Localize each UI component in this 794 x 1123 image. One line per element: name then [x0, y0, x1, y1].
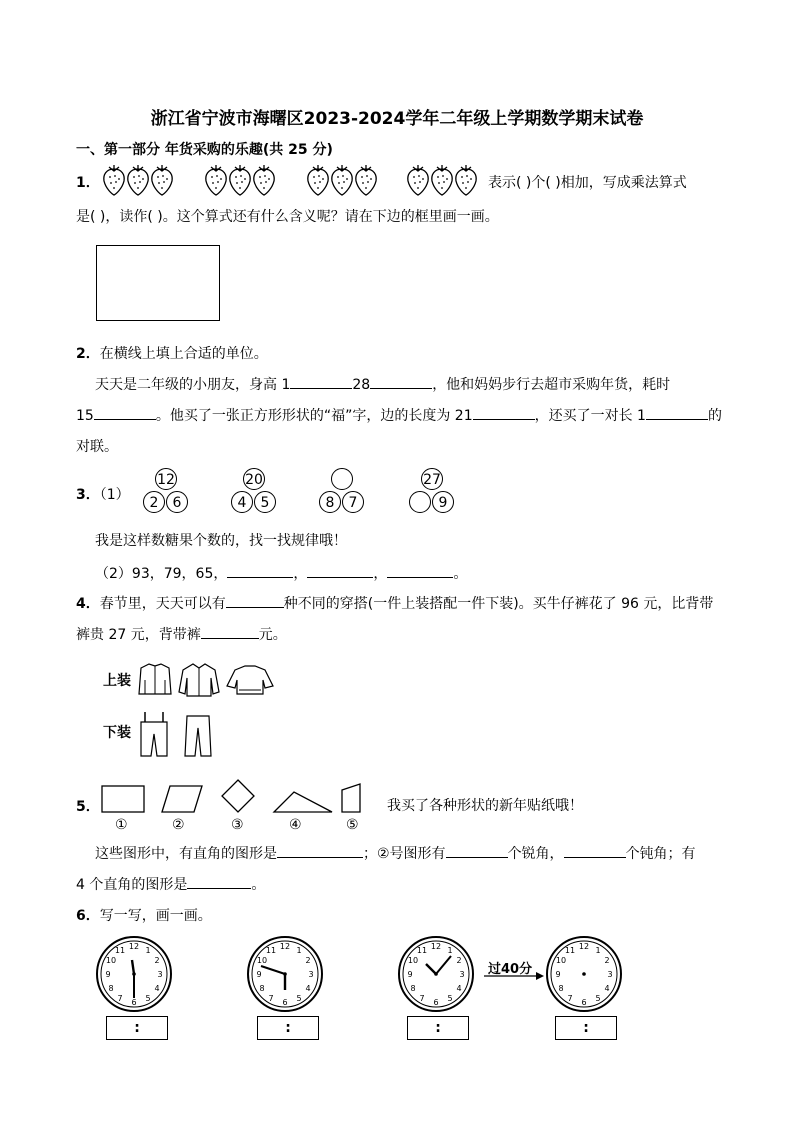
clocks-icon [96, 936, 636, 1016]
answer-blank[interactable] [187, 874, 251, 889]
q4-text: 元。 [258, 627, 287, 643]
circle-top: 12 [155, 468, 177, 490]
circle-left-blank[interactable] [409, 491, 431, 513]
answer-blank[interactable] [94, 405, 156, 420]
q1-text-b: 是( )，读作( )。这个算式还有什么含义呢？请在下边的框里画一画。 [76, 209, 499, 225]
circle-left: 8 [319, 491, 341, 513]
circle-right: 6 [166, 491, 188, 513]
shape-number: ⑤ [346, 817, 359, 833]
q2-number: 2． [76, 346, 100, 362]
answer-blank[interactable] [646, 405, 708, 420]
q6-number: 6． [76, 908, 100, 924]
q5-text: 这些图形中，有直角的图形是 [95, 846, 277, 862]
q2-text: 15 [76, 408, 94, 424]
q5-caption: 我买了各种形状的新年贴纸哦！ [387, 798, 583, 814]
answer-blank[interactable] [277, 843, 363, 858]
shape-number: ① [115, 817, 128, 833]
q5-text: 4 个直角的图形是 [76, 877, 188, 893]
q4-line2 [76, 624, 287, 644]
circle-right: 7 [342, 491, 364, 513]
q3-sequence: （2）93，79，65， [95, 566, 228, 582]
q4-number: 4． [76, 596, 100, 612]
q2-text: ，还买了一对长 1 [534, 408, 646, 424]
q2-text: 28 [352, 377, 371, 393]
q3-part1: （1） [99, 487, 130, 503]
separator: 。 [453, 566, 468, 582]
q6-line [76, 905, 212, 925]
shape-number: ② [172, 817, 185, 833]
answer-blank[interactable] [227, 563, 293, 578]
q3-line [76, 484, 130, 504]
q5-text: 。 [251, 877, 266, 893]
q2-text: 。他买了一张正方形形状的“福”字，边的长度为 21 [155, 408, 473, 424]
shapes-icon [98, 776, 378, 820]
strawberry-groups-icon [100, 163, 480, 197]
q3-hint: 我是这样数糖果个数的，找一找规律哦！ [95, 533, 347, 549]
section-heading: 一、第一部分 年货采购的乐趣(共 25 分) [76, 142, 333, 158]
answer-blank[interactable] [307, 563, 373, 578]
q5-text: ；②号图形有 [363, 846, 446, 862]
separator: ， [373, 566, 388, 582]
shape-number: ④ [289, 817, 302, 833]
circle-left: 2 [143, 491, 165, 513]
q5-line2 [76, 874, 265, 894]
answer-blank[interactable] [387, 563, 453, 578]
q3-number: 3． [76, 487, 100, 503]
circle-left: 4 [231, 491, 253, 513]
circle-top-blank[interactable] [331, 468, 353, 490]
q4-text: 种不同的穿搭(一件上装搭配一件下装)。买牛仔裤花了 96 元，比背带 [283, 596, 714, 612]
answer-blank[interactable] [201, 624, 259, 639]
circle-right: 5 [254, 491, 276, 513]
q2-prompt: 在横线上填上合适的单位。 [99, 346, 268, 362]
shape-number: ③ [231, 817, 244, 833]
answer-blank[interactable] [370, 374, 432, 389]
q2-line3: 对联。 [76, 439, 118, 455]
q6-prompt: 写一写，画一画。 [99, 908, 212, 924]
q3-part2 [95, 563, 467, 583]
time-answer-box[interactable]: : [555, 1016, 617, 1040]
time-answer-box[interactable]: : [106, 1016, 168, 1040]
time-answer-box[interactable]: : [407, 1016, 469, 1040]
answer-blank[interactable] [473, 405, 535, 420]
circle-top: 20 [243, 468, 265, 490]
arrow-label: 过40分 [488, 962, 533, 977]
circle-top: 27 [421, 468, 443, 490]
q1-number: 1． [76, 175, 100, 191]
q2-line1 [95, 374, 670, 394]
q4-text: 裤贵 27 元，背带裤 [76, 627, 201, 643]
q5-number: 5． [76, 799, 100, 815]
answer-blank[interactable] [290, 374, 352, 389]
time-answer-box[interactable]: : [257, 1016, 319, 1040]
q1-text-a: 表示( )个( )相加，写成乘法算式 [488, 175, 687, 191]
q5-line1 [95, 843, 696, 863]
q2-text: 天天是二年级的小朋友，身高 1 [95, 377, 291, 393]
answer-blank[interactable] [564, 843, 626, 858]
answer-blank[interactable] [446, 843, 508, 858]
q2-line2 [76, 405, 722, 425]
circle-right: 9 [432, 491, 454, 513]
q4-line1 [76, 593, 713, 613]
q5-text: 个锐角， [507, 846, 564, 862]
q5-text: 个钝角；有 [625, 846, 696, 862]
separator: ， [293, 566, 308, 582]
bottoms-label: 下装 [103, 725, 131, 741]
page-title: 浙江省宁波市海曙区2023-2024学年二年级上学期数学期末试卷 [150, 109, 644, 129]
clothes-icon [135, 660, 275, 760]
q4-text: 春节里，天天可以有 [99, 596, 226, 612]
q2-text: 的 [707, 408, 722, 424]
drawing-box[interactable] [96, 245, 220, 321]
answer-blank[interactable] [226, 593, 284, 608]
q2-text: ，他和妈妈步行去超市采购年货，耗时 [432, 377, 671, 393]
tops-label: 上装 [103, 673, 131, 689]
q2-line [76, 343, 268, 363]
